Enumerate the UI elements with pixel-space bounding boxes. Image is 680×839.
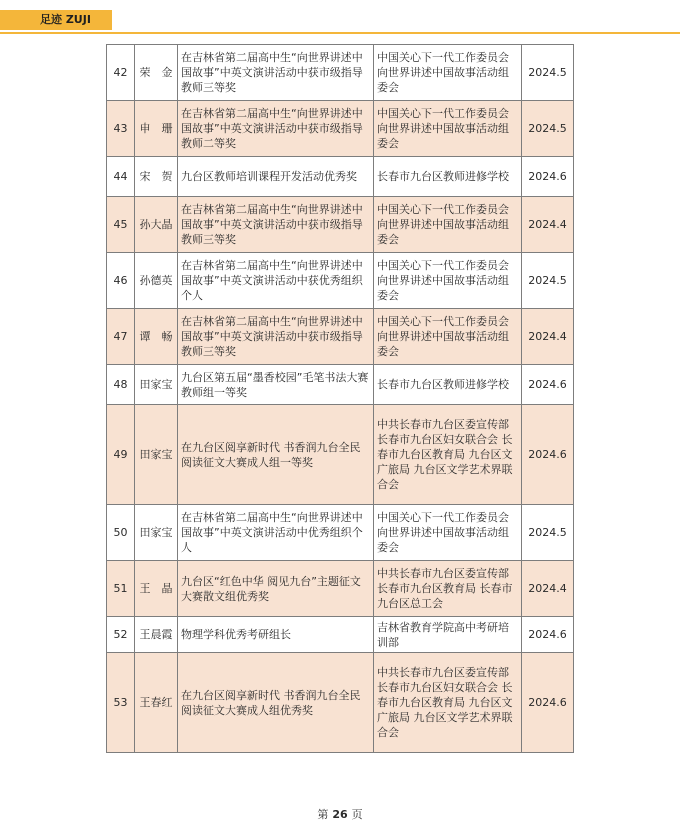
row-name: 孙大晶 [135,197,178,253]
awards-table-body [107,45,574,753]
footer-prefix: 第 [317,808,329,821]
awards-table [106,44,574,753]
row-award: 九台区第五届“墨香校园”毛笔书法大赛教师组一等奖 [178,365,374,405]
row-number: 51 [107,561,135,617]
table-row [107,653,574,753]
page-number: 26 [332,808,348,821]
row-organization: 中共长春市九台区委宣传部 长春市九台区教育局 长春市九台区总工会 [374,561,522,617]
row-organization: 中国关心下一代工作委员会 向世界讲述中国故事活动组委会 [374,197,522,253]
row-name: 荣 金 [135,45,178,101]
row-number: 43 [107,101,135,157]
page-footer [0,806,680,822]
row-date: 2024.6 [522,365,574,405]
row-name: 田家宝 [135,505,178,561]
row-name: 田家宝 [135,405,178,505]
row-award: 在吉林省第二届高中生“向世界讲述中国故事”中英文演讲活动中获优秀组织个人 [178,253,374,309]
row-number: 50 [107,505,135,561]
table-row [107,253,574,309]
row-number: 45 [107,197,135,253]
row-award: 在吉林省第二届高中生“向世界讲述中国故事”中英文演讲活动中优秀组织个人 [178,505,374,561]
row-date: 2024.4 [522,561,574,617]
row-organization: 中国关心下一代工作委员会 向世界讲述中国故事活动组委会 [374,253,522,309]
row-number: 53 [107,653,135,753]
row-award: 在九台区阅享新时代 书香润九台全民阅读征文大赛成人组一等奖 [178,405,374,505]
row-organization: 长春市九台区教师进修学校 [374,365,522,405]
row-name: 田家宝 [135,365,178,405]
table-row [107,45,574,101]
row-number: 48 [107,365,135,405]
row-date: 2024.4 [522,197,574,253]
row-award: 在九台区阅享新时代 书香润九台全民阅读征文大赛成人组优秀奖 [178,653,374,753]
row-date: 2024.5 [522,505,574,561]
row-name: 宋 贺 [135,157,178,197]
row-award: 物理学科优秀考研组长 [178,617,374,653]
row-date: 2024.5 [522,45,574,101]
table-row [107,309,574,365]
page-header [0,0,680,34]
row-award: 在吉林省第二届高中生“向世界讲述中国故事”中英文演讲活动中获市级指导教师三等奖 [178,309,374,365]
row-name: 谭 畅 [135,309,178,365]
row-name: 申 珊 [135,101,178,157]
table-row [107,157,574,197]
row-name: 王 晶 [135,561,178,617]
row-number: 52 [107,617,135,653]
row-name: 王春红 [135,653,178,753]
row-organization: 中国关心下一代工作委员会 向世界讲述中国故事活动组委会 [374,505,522,561]
row-date: 2024.6 [522,157,574,197]
table-row [107,617,574,653]
row-award: 在吉林省第二届高中生“向世界讲述中国故事”中英文演讲活动中获市级指导教师三等奖 [178,197,374,253]
row-date: 2024.6 [522,653,574,753]
row-name: 王晨霞 [135,617,178,653]
row-name: 孙德英 [135,253,178,309]
table-row [107,197,574,253]
row-date: 2024.5 [522,253,574,309]
table-row [107,505,574,561]
row-date: 2024.6 [522,617,574,653]
table-row [107,365,574,405]
table-row [107,405,574,505]
row-number: 49 [107,405,135,505]
row-date: 2024.4 [522,309,574,365]
row-award: 九台区教师培训课程开发活动优秀奖 [178,157,374,197]
header-title: 足迹 ZUJI [40,13,91,26]
header-divider [0,32,680,34]
row-number: 47 [107,309,135,365]
row-organization: 中国关心下一代工作委员会 向世界讲述中国故事活动组委会 [374,45,522,101]
row-date: 2024.6 [522,405,574,505]
row-award: 在吉林省第二届高中生“向世界讲述中国故事”中英文演讲活动中获市级指导教师三等奖 [178,45,374,101]
row-award: 在吉林省第二届高中生“向世界讲述中国故事”中英文演讲活动中获市级指导教师二等奖 [178,101,374,157]
row-number: 42 [107,45,135,101]
row-organization: 中国关心下一代工作委员会 向世界讲述中国故事活动组委会 [374,101,522,157]
row-organization: 中共长春市九台区委宣传部 长春市九台区妇女联合会 长春市九台区教育局 九台区文广旅局 九台区文学艺术界联合会 [374,405,522,505]
row-organization: 中国关心下一代工作委员会 向世界讲述中国故事活动组委会 [374,309,522,365]
row-number: 44 [107,157,135,197]
table-row [107,101,574,157]
row-organization: 长春市九台区教师进修学校 [374,157,522,197]
row-organization: 中共长春市九台区委宣传部 长春市九台区妇女联合会 长春市九台区教育局 九台区文广旅局 九台区文学艺术界联合会 [374,653,522,753]
table-row [107,561,574,617]
row-number: 46 [107,253,135,309]
row-award: 九台区“红色中华 阅见九台”主题征文大赛散文组优秀奖 [178,561,374,617]
footer-suffix: 页 [351,808,363,821]
row-organization: 吉林省教育学院高中考研培训部 [374,617,522,653]
row-date: 2024.5 [522,101,574,157]
